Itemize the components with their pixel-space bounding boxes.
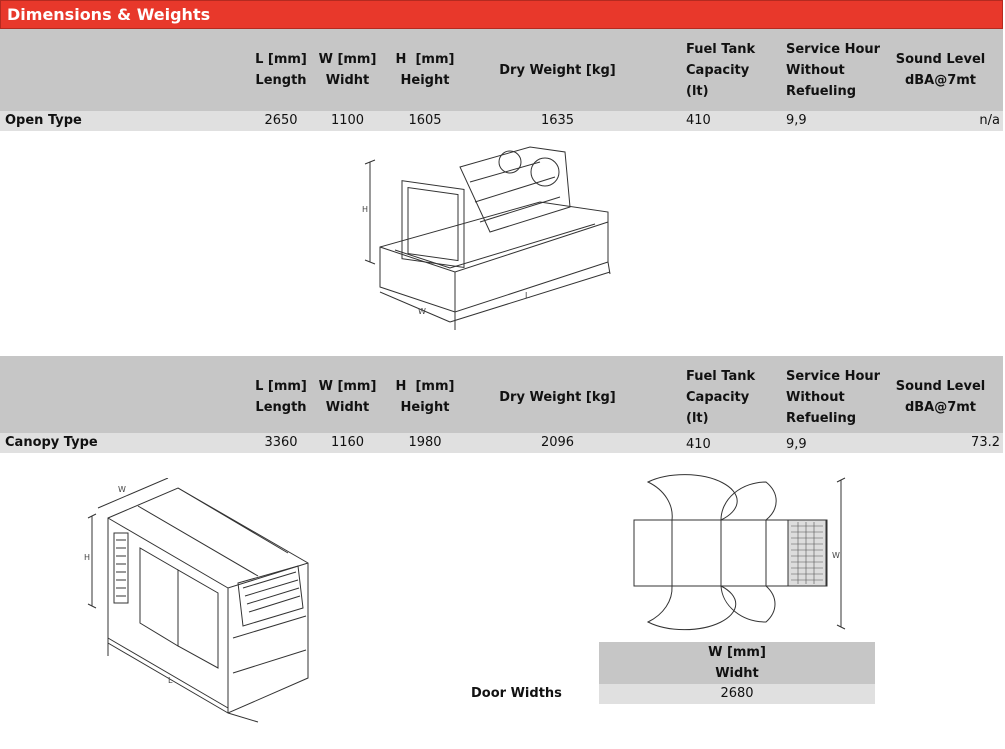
canopy-sound-level: 73.2 (971, 435, 1000, 450)
canopy-drawing-h-label: H (84, 553, 91, 562)
open-height: 1605 (408, 113, 442, 128)
header-service-hour: Service Hour Without Refueling (786, 41, 881, 99)
open-width: 1100 (330, 113, 365, 128)
open-sound-level: n/a (979, 113, 1000, 128)
canopy-drawing-w-label: W (118, 485, 126, 494)
canopy-service-hour: 9,9 (786, 437, 807, 452)
canopy-fuel-tank: 410 (686, 437, 711, 452)
canopy-type-generator-drawing (78, 478, 318, 723)
header-fuel-tank: Fuel Tank Capacity (lt) (686, 41, 756, 99)
open-drawing-w-label: W (418, 307, 426, 316)
open-length: 2650 (264, 113, 298, 128)
open-type-header-row (0, 29, 1003, 111)
open-type-generator-drawing (340, 132, 640, 337)
open-service-hour: 9,9 (786, 113, 807, 128)
open-dry-weight: 1635 (540, 113, 575, 128)
canopy-type-row (0, 433, 1003, 453)
door-drawing-w-label: W (832, 551, 840, 560)
canopy-header-length: L [mm] Length (255, 379, 307, 415)
canopy-header-service-hour: Service Hour Without Refueling (786, 368, 881, 426)
canopy-length: 3360 (264, 435, 298, 450)
section-title: Dimensions & Weights (7, 5, 211, 24)
canopy-type-header-row (0, 356, 1003, 438)
open-drawing-h-label: H (362, 205, 369, 214)
canopy-header-sound-level: Sound Level dBA@7mt (895, 379, 986, 415)
door-widths-header: W [mm] Widht (599, 642, 875, 684)
header-height: H [mm] Height (395, 52, 455, 88)
header-dry-weight: Dry Weight [kg] (499, 62, 616, 78)
header-width: W [mm] Widht (318, 52, 377, 88)
header-sound-level: Sound Level dBA@7mt (895, 52, 986, 88)
door-plan-drawing (628, 472, 853, 634)
canopy-header-dry-weight: Dry Weight [kg] (499, 389, 616, 405)
canopy-dry-weight: 2096 (540, 435, 575, 450)
canopy-width: 1160 (330, 435, 365, 450)
door-widths-label: Door Widths (471, 686, 562, 701)
open-type-label: Open Type (5, 113, 82, 128)
canopy-header-fuel-tank: Fuel Tank Capacity (lt) (686, 368, 756, 426)
canopy-type-label: Canopy Type (5, 435, 98, 450)
canopy-header-width: W [mm] Widht (318, 379, 377, 415)
door-widths-value: 2680 (599, 684, 875, 704)
header-length: L [mm] Length (255, 52, 307, 88)
open-fuel-tank: 410 (686, 113, 711, 128)
section-title-bar (0, 0, 1003, 29)
open-drawing-l-label: L (525, 291, 530, 300)
canopy-height: 1980 (408, 435, 442, 450)
canopy-drawing-l-label: L (168, 676, 173, 685)
open-type-row (0, 111, 1003, 131)
canopy-header-height: H [mm] Height (395, 379, 455, 415)
